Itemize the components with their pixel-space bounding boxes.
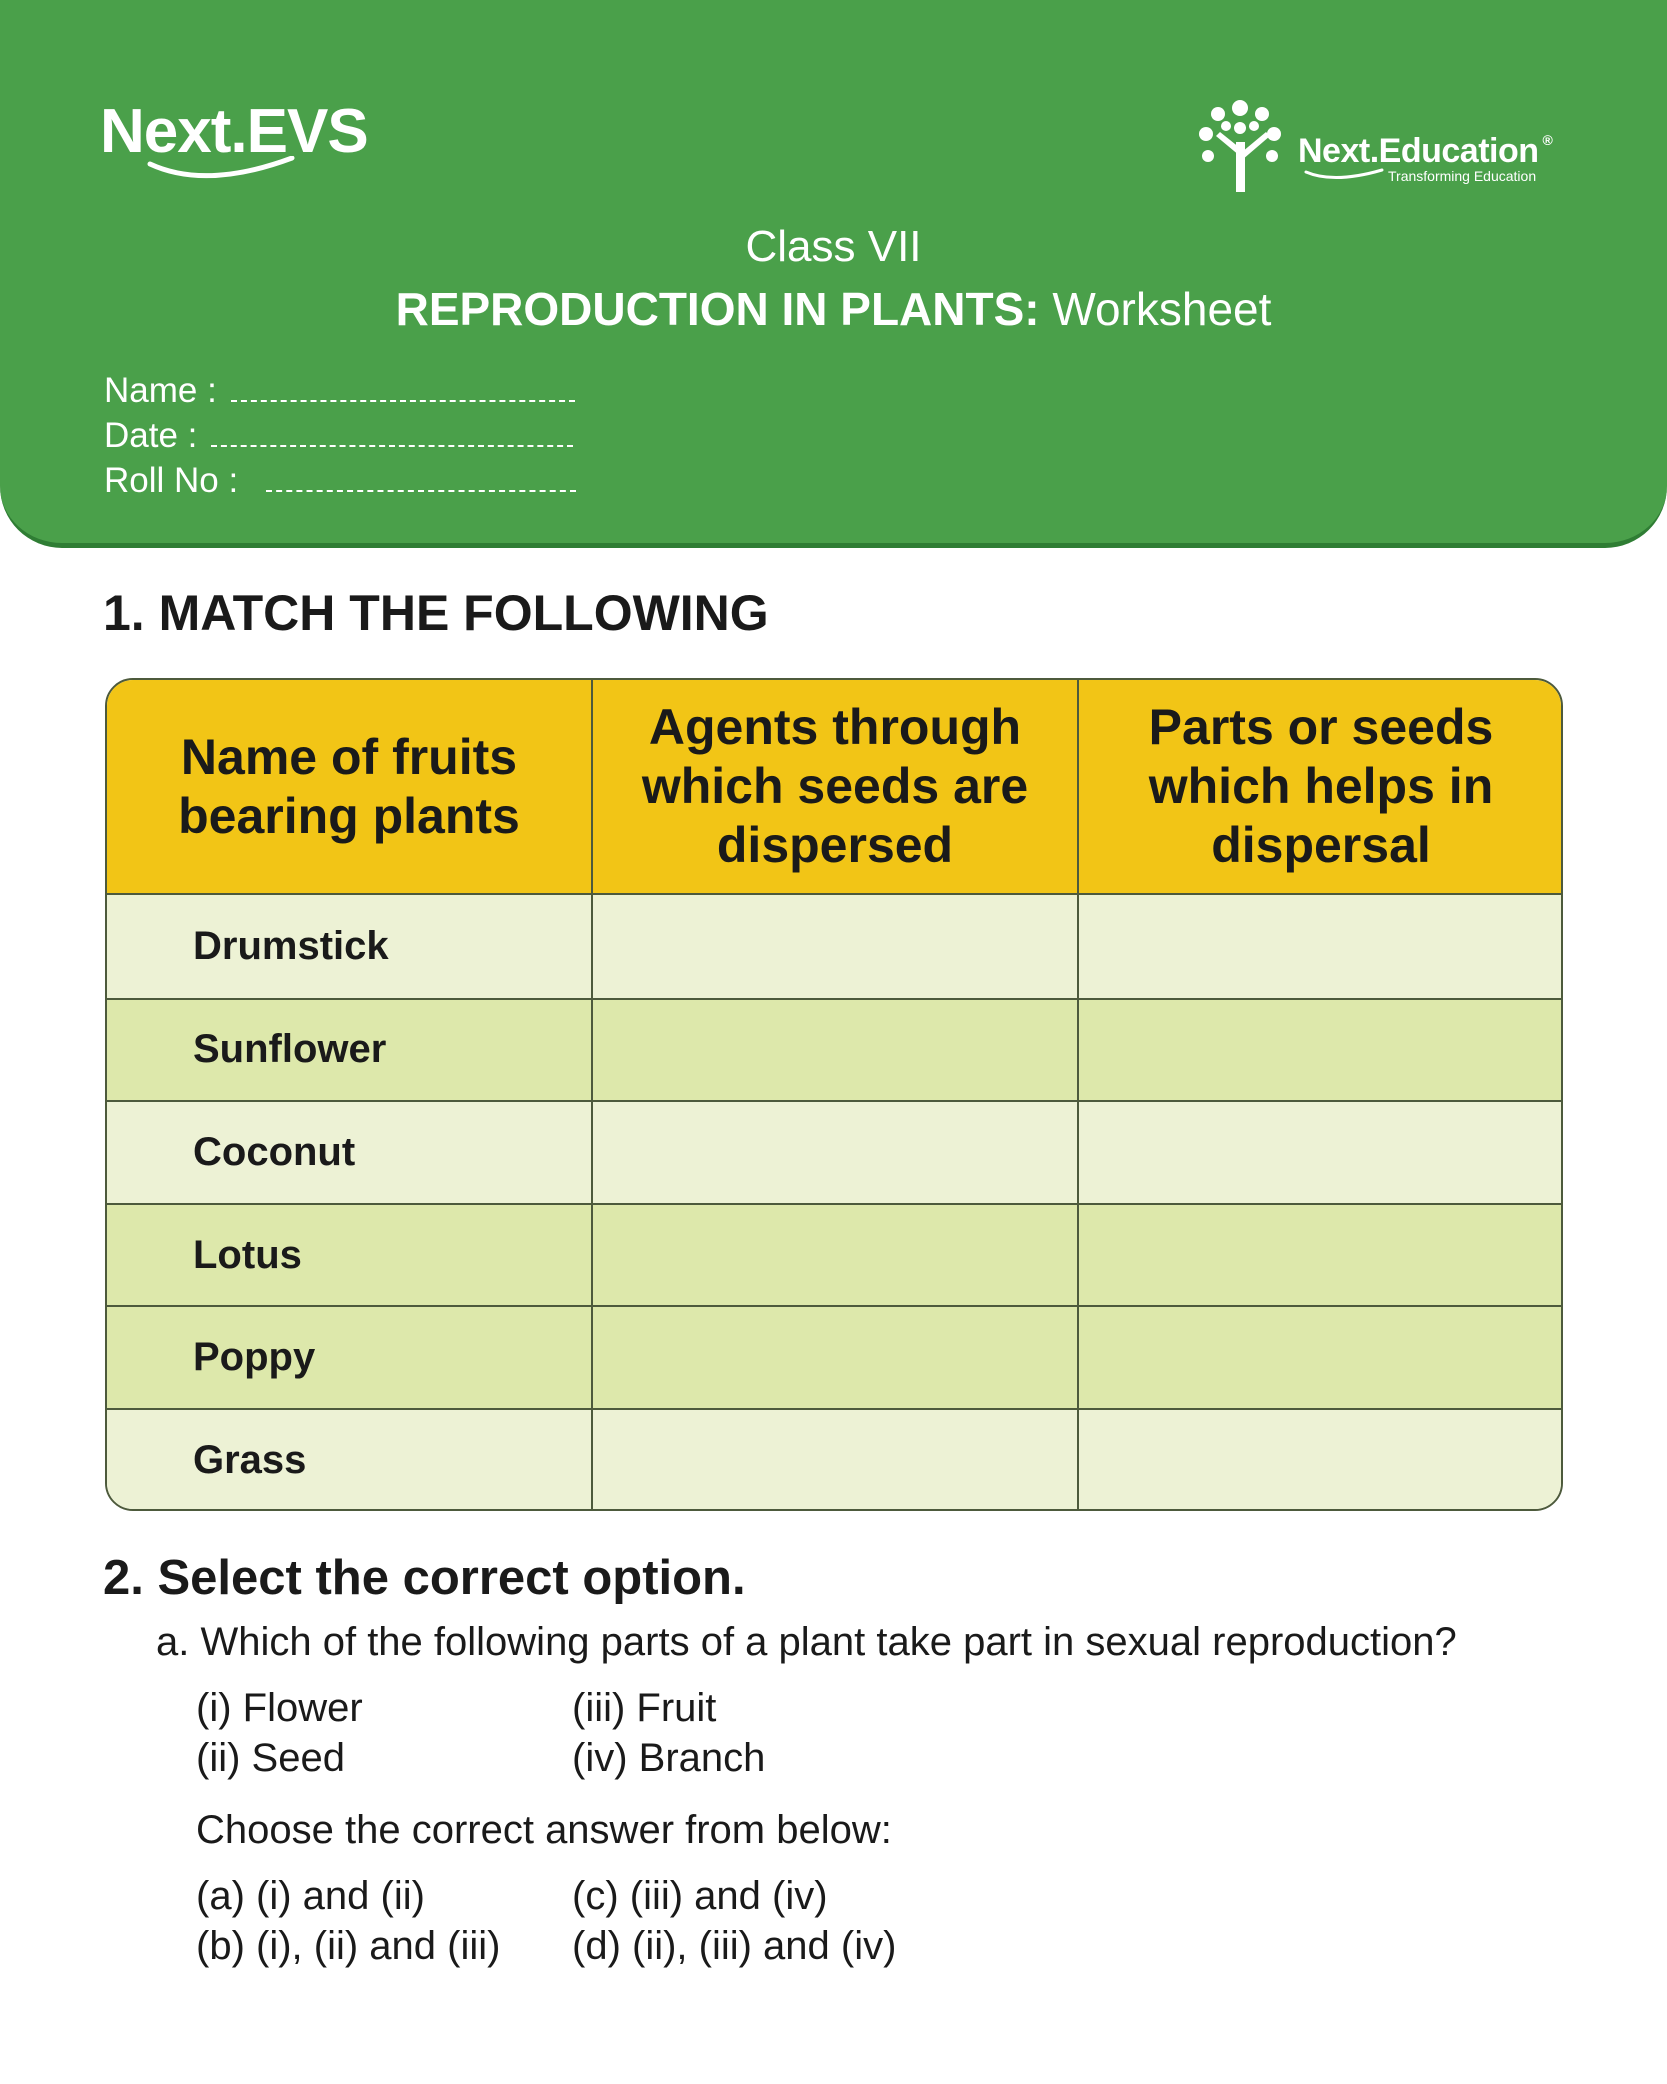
roll-no-label: Roll No : — [104, 461, 239, 500]
class-label: Class VII — [745, 222, 922, 271]
name-blank[interactable] — [231, 396, 575, 402]
agent-answer-cell[interactable] — [591, 895, 1077, 998]
table-body — [107, 895, 1561, 1511]
part-option: (i) Flower — [196, 1686, 363, 1730]
date-blank[interactable] — [211, 441, 573, 447]
wordmark-swoosh-icon — [1304, 168, 1384, 182]
section-2-heading: 2. Select the correct option. — [103, 1551, 746, 1605]
plant-name-cell: Sunflower — [193, 1027, 387, 1072]
table-row — [107, 895, 1561, 998]
table-header — [107, 680, 1561, 895]
header-banner — [0, 0, 1667, 548]
name-label: Name : — [104, 371, 217, 410]
date-label: Date : — [104, 416, 198, 455]
roll-no-field[interactable] — [104, 458, 576, 503]
section-1-heading: 1. MATCH THE FOLLOWING — [103, 585, 769, 641]
name-field[interactable] — [104, 368, 576, 413]
next-education-logo — [1196, 96, 1566, 196]
column-header-plants: Name of fruits bearing plants — [178, 728, 520, 844]
part-answer-cell[interactable] — [1077, 1307, 1563, 1408]
choose-instruction: Choose the correct answer from below: — [196, 1808, 892, 1852]
title-topic: REPRODUCTION IN PLANTS: — [395, 283, 1040, 335]
roll-no-blank[interactable] — [266, 486, 576, 492]
plant-name-cell: Coconut — [193, 1129, 356, 1174]
worksheet-title — [0, 282, 1667, 336]
part-answer-cell[interactable] — [1077, 895, 1563, 998]
match-table — [105, 678, 1563, 1511]
registered-mark: ® — [1542, 132, 1553, 148]
agent-answer-cell[interactable] — [591, 1102, 1077, 1203]
agent-answer-cell[interactable] — [591, 1000, 1077, 1101]
logo-dot: . — [230, 97, 247, 166]
tree-icon — [1196, 96, 1286, 192]
part-option: (iii) Fruit — [572, 1686, 717, 1730]
answer-option-d[interactable]: (d) (ii), (iii) and (iv) — [572, 1924, 897, 1968]
column-header-agents: Agents through which seeds are dispersed — [591, 680, 1077, 893]
table-row — [107, 1203, 1561, 1306]
table-row — [107, 1305, 1561, 1408]
part-option: (iv) Branch — [572, 1736, 766, 1780]
agent-answer-cell[interactable] — [591, 1205, 1077, 1306]
tagline: Transforming Education — [1388, 168, 1537, 184]
logo-smile-icon — [146, 156, 296, 186]
logo-word-evs: EVS — [246, 97, 368, 166]
plant-name-cell: Poppy — [193, 1335, 316, 1380]
table-row — [107, 998, 1561, 1101]
date-field[interactable] — [104, 413, 576, 458]
answer-option-b[interactable]: (b) (i), (ii) and (iii) — [196, 1924, 501, 1968]
part-answer-cell[interactable] — [1077, 1410, 1563, 1511]
wordmark-next: Next — [1298, 132, 1370, 170]
answer-option-c[interactable]: (c) (iii) and (iv) — [572, 1874, 828, 1918]
agent-answer-cell[interactable] — [591, 1410, 1077, 1511]
question-a: a. Which of the following parts of a plant take part in sexual reproduction? — [156, 1620, 1457, 1664]
part-answer-cell[interactable] — [1077, 1102, 1563, 1203]
column-header-parts: Parts or seeds which helps in dispersal — [1077, 680, 1563, 893]
table-row — [107, 1408, 1561, 1511]
part-answer-cell[interactable] — [1077, 1205, 1563, 1306]
plant-name-cell: Drumstick — [193, 923, 389, 968]
plant-name-cell: Grass — [193, 1437, 307, 1482]
answer-option-a[interactable]: (a) (i) and (ii) — [196, 1874, 425, 1918]
agent-answer-cell[interactable] — [591, 1307, 1077, 1408]
wordmark-education: Education — [1378, 132, 1539, 170]
logo-word-next: Next — [100, 97, 231, 166]
student-fields — [104, 368, 576, 503]
part-option: (ii) Seed — [196, 1736, 345, 1780]
next-education-wordmark — [1298, 132, 1552, 171]
title-suffix: Worksheet — [1039, 283, 1272, 335]
plant-name-cell: Lotus — [193, 1232, 302, 1277]
table-row — [107, 1100, 1561, 1203]
next-evs-logo — [100, 96, 368, 167]
wordmark-dot: . — [1369, 132, 1379, 170]
part-answer-cell[interactable] — [1077, 1000, 1563, 1101]
